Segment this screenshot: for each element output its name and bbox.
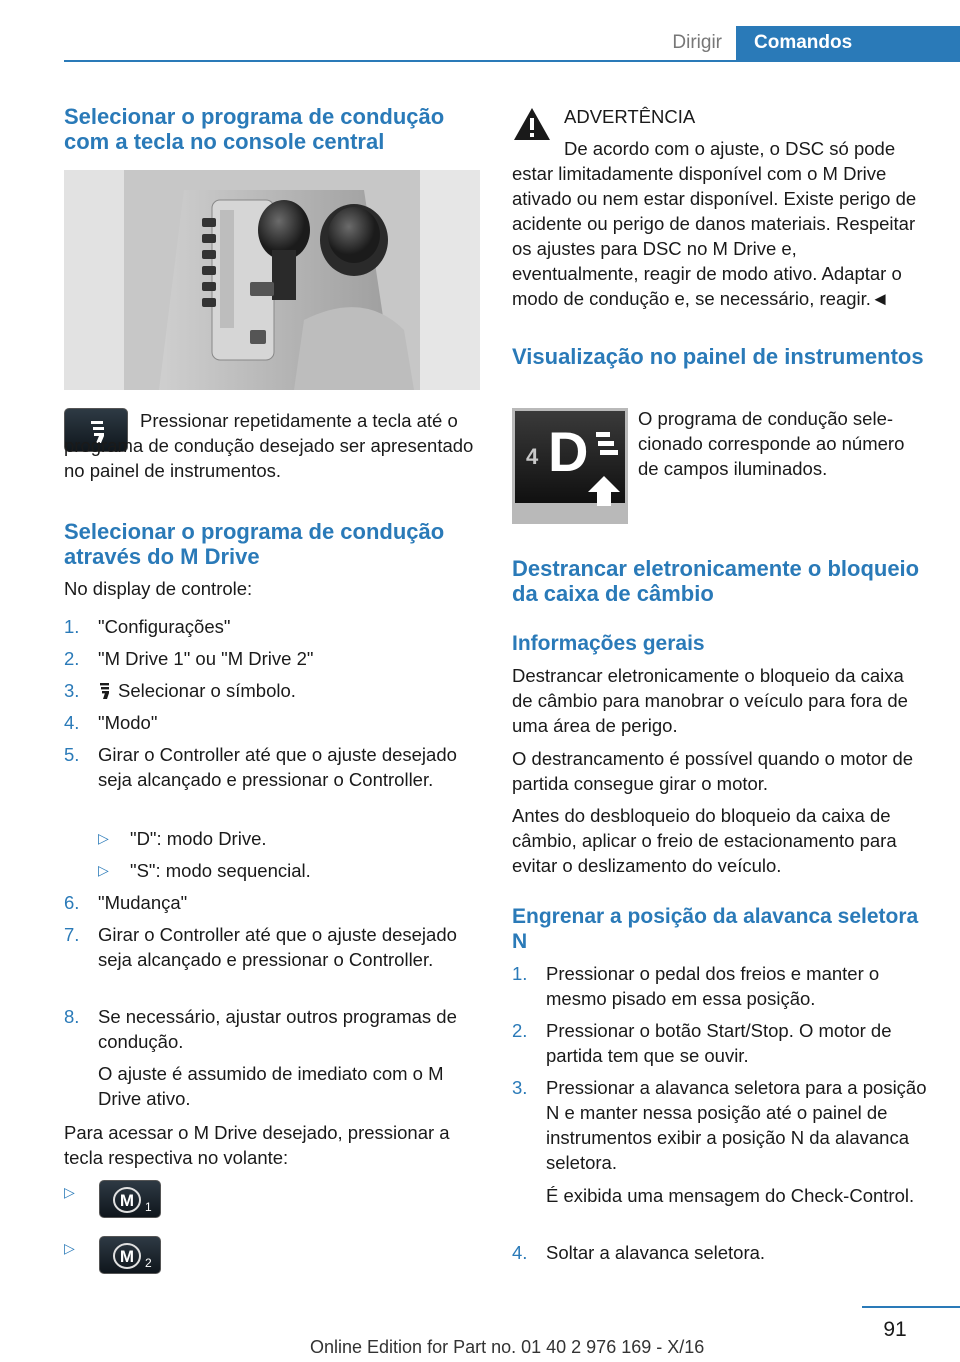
cluster-display bbox=[512, 408, 628, 524]
svg-text:1: 1 bbox=[145, 1200, 152, 1214]
heading-visualization: Visualização no painel de instrumentos bbox=[512, 344, 924, 369]
heading-general-info: Informações gerais bbox=[512, 632, 705, 655]
step8-note: O ajuste é assumido de imediato com o M Drive ativo. bbox=[98, 1063, 444, 1109]
gear-number: 4 bbox=[526, 444, 539, 469]
drive-mode-symbol-icon bbox=[98, 681, 112, 701]
gear-letter: D bbox=[548, 420, 589, 483]
heading-unlock: Destrancar eletronicamente o bloqueio da caixa de câmbio bbox=[512, 556, 920, 606]
console-illustration bbox=[64, 170, 480, 390]
svg-text:2: 2 bbox=[145, 1256, 152, 1270]
info-paragraph-3: Antes do desbloqueio do bloqueio da caixa de câmbio, aplicar o freio de estacionamento para evitar o deslizamento do veículo. bbox=[512, 805, 897, 876]
header-rule bbox=[64, 60, 960, 62]
heading-m-drive: Selecionar o programa de condução através do M Drive bbox=[64, 519, 445, 569]
info-paragraph-2: O destrancamento é possível quando o motor de partida consegue girar o motor. bbox=[512, 748, 914, 794]
heading-console-key: Selecionar o programa de condução com a tecla no console central bbox=[64, 104, 445, 154]
svg-text:M: M bbox=[119, 1247, 135, 1266]
warning-title: ADVERTÊNCIA bbox=[564, 106, 696, 127]
step3-note: É exibida uma mensagem do Check-Control. bbox=[546, 1185, 915, 1206]
m-drive-intro: No display de controle: bbox=[64, 578, 253, 599]
page-number: 91 bbox=[883, 1318, 907, 1341]
svg-text:M: M bbox=[119, 1191, 135, 1210]
press-text: Pressionar repetidamente a tecla até o programa de condução desejado ser apresentado no painel de instrumentos. bbox=[64, 410, 474, 481]
warning-text: De acordo com o ajuste, o DSC só pode estar limitadamente disponível com o M Drive ativado ou nem estar disponível. Existe perigo de acidente ou perigo de danos materiais. Respeitar os ajustes para DSC no M Drive e, eventualmente, reagir de modo ativo. Adaptar o modo de condução e, se necessário, reagir.◄ bbox=[512, 138, 917, 309]
info-paragraph-1: Destrancar eletronicamente o bloqueio da caixa de câmbio para manobrar o veículo para fora de uma área de perigo. bbox=[512, 665, 908, 736]
drive-mode-bars-icon bbox=[592, 428, 622, 468]
header-section: Dirigir bbox=[672, 32, 722, 53]
visualization-text: O programa de condução selecionado corresponde ao número de campos iluminados. bbox=[638, 408, 905, 479]
heading-engage-n: Engrenar a posição da alavanca seletora N bbox=[512, 905, 919, 953]
footer-rule bbox=[862, 1306, 960, 1308]
arrow-up-icon bbox=[584, 474, 624, 508]
m1-button-icon bbox=[99, 1180, 161, 1218]
header-chapter: Comandos bbox=[736, 26, 960, 62]
edition-text: Online Edition for Part no. 01 40 2 976 169 - X/16 bbox=[310, 1337, 705, 1357]
access-text: Para acessar o M Drive desejado, pressionar a tecla respectiva no volante: bbox=[64, 1122, 450, 1168]
m2-button-icon bbox=[99, 1236, 161, 1274]
console-photo bbox=[64, 170, 480, 390]
